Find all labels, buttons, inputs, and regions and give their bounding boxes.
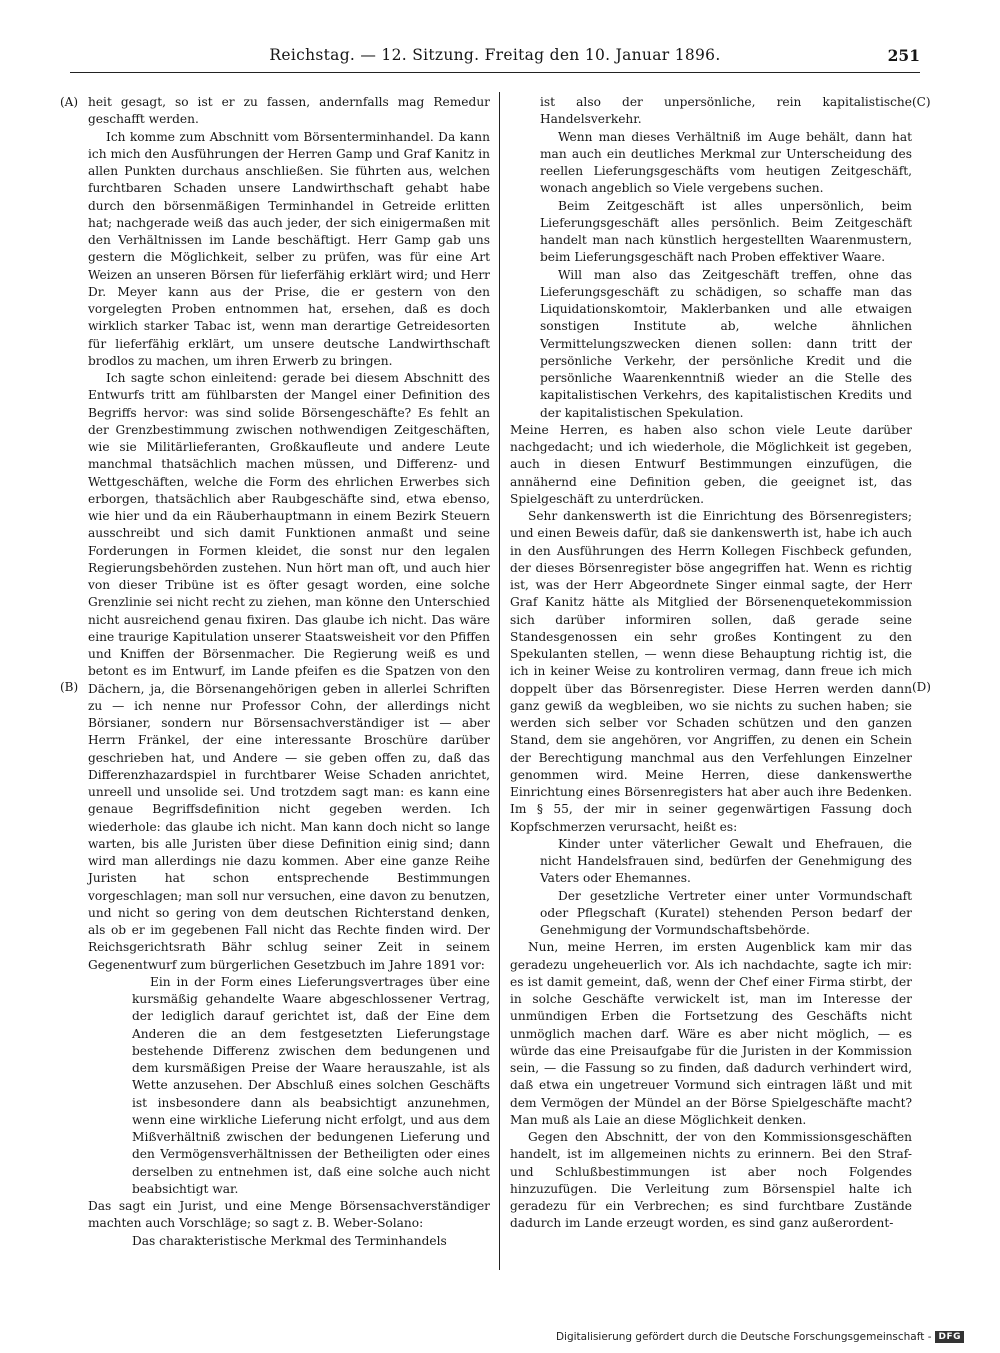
block-quote: Ein in der Form eines Lieferungsvertrages über eine kursmäßig gehandelte Waare abgeschlossener Vertrag, der lediglich darauf gerichtet ist, daß der Eine dem Anderen die an dem festgesetzten Lieferungstage bestehende Differenz zwischen dem bedungenen und dem kursmäßigen Preise der Waare herauszahle, ist als Wette anzusehen. Der Abschluß eines solchen Geschäfts ist insbesondere dann als beabsichtigt anzunehmen, wenn eine wirkliche Lieferung nicht erfolgt, und aus dem Mißverhältniß zwischen der bedungenen Lieferung und den Vermögensverhältnissen der Betheiligten oder eines derselben zu entnehmen ist, daß eine solche auch nicht beabsichtigt war. bbox=[132, 974, 490, 1196]
block-quote: Beim Zeitgeschäft ist alles unpersönlich, beim Lieferungsgeschäft alles persönlich. Beim Zeitgeschäft handelt man nach künstlich hergestellten Waarenmustern, beim Lieferungsgeschäft nach Proben effektiver Waare. bbox=[540, 198, 912, 265]
left-column bbox=[88, 94, 490, 1250]
block-quote: ist also der unpersönliche, rein kapitalistische Handelsverkehr. bbox=[540, 95, 912, 127]
paragraph: Gegen den Abschnitt, der von den Kommissionsgeschäften handelt, ist im allgemeinen nichts zu erinnern. Bei den Straf- und Schlußbestimmungen ist aber noch Folgendes hinzuzufügen. Die Verleitung zum Börsenspiel halte ich geradezu für ein Verbrechen; es sind furchtbare Zustände dadurch im Lande erzeugt worden, es sind ganz außerordent- bbox=[510, 1130, 912, 1231]
running-title: Reichstag. — 12. Sitzung. Freitag den 10. Januar 1896. bbox=[269, 46, 721, 64]
right-column bbox=[510, 94, 912, 1233]
paragraph: Ich komme zum Abschnitt vom Börsenterminhandel. Da kann ich mich den Ausführungen der Herren Gamp und Graf Kanitz in allen Punkten durchaus anschließen. Sie führten aus, welchen furchtbaren Schaden unsere Landwirthschaft gehabt habe durch den börsenmäßigen Terminhandel in Getreide erlitten hat; nachgerade weiß das auch jeder, der sich einigermaßen mit den Verhältnissen im Lande beschäftigt. Herr Gamp gab uns gestern die Möglichkeit, selber zu prüfen, was für eine Art Weizen an unseren Börsen für lieferfähig erklärt wird; und Herr Dr. Meyer kann aus der Prise, die er gestern von den vorgelegten Proben entnommen hat, ersehen, daß es doch wirklich starker Tabac ist, wenn man derartige Getreidesorten für lieferfähig erklärt, um unsere deutsche Landwirthschaft brodlos zu machen, um ihren Erwerb zu bringen. bbox=[88, 129, 490, 368]
paragraph: Meine Herren, es haben also schon viele Leute darüber nachgedacht; und ich wiederhole, die Möglichkeit ist gegeben, auch in diesen Entwurf Bestimmungen einzufügen, die annähernd eine Definition geben, die geeignet ist, das Spielgeschäft zu unterdrücken. bbox=[510, 422, 912, 506]
block-quote: Der gesetzliche Vertreter einer unter Vormundschaft oder Pflegschaft (Kuratel) stehenden Person bedarf der Genehmigung der Vormundschaftsbehörde. bbox=[540, 888, 912, 937]
paragraph: heit gesagt, so ist er zu fassen, andernfalls mag Remedur geschafft werden. bbox=[88, 95, 490, 127]
margin-mark-b: (B) bbox=[60, 680, 79, 694]
header-rule bbox=[70, 72, 920, 73]
paragraph: Das charakteristische Merkmal des Terminhandels bbox=[132, 1233, 447, 1248]
footer-text: Digitalisierung gefördert durch die Deutsche Forschungsgemeinschaft - bbox=[555, 1331, 932, 1343]
margin-mark-d: (D) bbox=[912, 680, 931, 694]
digitization-footer bbox=[556, 1331, 964, 1343]
block-quote: Will man also das Zeitgeschäft treffen, ohne das Lieferungsgeschäft zu schädigen, so schaffe man das Liquidationskomtoir, Maklerbanken und alle etwaigen sonstigen Institute ab, welche ähnlichen Vermittelungszwecken dienen sollen: dann tritt der persönliche Verkehr, der persönliche Kredit und die persönliche Waarenkenntniß wieder an die Stelle des kapitalistischen Verkehrs, des kapitalistischen Kredits und der kapitalistischen Spekulation. bbox=[540, 267, 912, 420]
margin-mark-a: (A) bbox=[60, 95, 79, 109]
margin-mark-c: (C) bbox=[912, 95, 931, 109]
page-header bbox=[70, 46, 920, 74]
dfg-logo: DFG bbox=[935, 1331, 964, 1343]
paragraph: Nun, meine Herren, im ersten Augenblick kam mir das geradezu ungeheuerlich vor. Als ich nachdachte, sagte ich mir: es ist damit gemeint, daß, wenn der Chef einer Firma stirbt, der in solche Geschäfte verwickelt ist, man im Interesse der unmündigen Erben die Fortsetzung des Geschäfts nicht unmöglich machen darf. Wäre es aber nicht möglich, — es würde das eine Preisaufgabe für die Juristen in der Kommission sein, — die Fassung so zu finden, daß dadurch verhindert wird, daß etwa ein ungetreuer Vormund sich eintragen läßt und mit dem Vermögen der Mündel an der Börse Spielgeschäfte macht? Man muß als Laie an diese Möglichkeit denken. bbox=[510, 940, 912, 1127]
column-divider bbox=[499, 92, 500, 1270]
block-quote: Wenn man dieses Verhältniß im Auge behält, dann hat man auch ein deutliches Merkmal zur Unterscheidung des reellen Lieferungsgeschäfts vom heutigen Zeitgeschäft, wonach angeblich so Viele vergebens suchen. bbox=[540, 129, 912, 196]
paragraph: Ich sagte schon einleitend: gerade bei diesem Abschnitt des Entwurfs tritt am fühlbarsten der Mangel einer Definition des Begriffs hervor: was sind solide Börsengeschäfte? Es fehlt an der Grenzbestimmung zwischen nothwendigen Zeitgeschäften, wie sie Militärlieferanten, Großkaufleute und andere Leute manchmal thatsächlich machen müssen, und Differenz- und Wettgeschäften, welche die Form des ehrlichen Erwerbes sich erborgen, thatsächlich aber Raubgeschäfte sind, etwa ebenso, wie hier und da ein Räuberhauptmann in einem Bezirk Steuern ausschreibt und sich damit Funktionen anmaßt und seine Forderungen in Formen kleidet, die sonst nur den legalen Regierungsbehörden zustehen. Nun hört man oft, und auch hier von dieser Tribüne ist es öfter gesagt worden, eine solche Grenzlinie sei nicht recht zu ziehen, man könne den Unterschied nicht ausreichend genau fixiren. Das glaube ich nicht. Das wäre eine traurige Kapitulation unserer Staatsweisheit vor den Pfiffen und Kniffen der Börsenmacher. Die Regierung weiß es und betont es im Entwurf, im Lande pfeifen es die Spatzen von den Dächern, ja, die Börsenangehörigen geben in allerlei Schriften zu — ich nenne nur Professor Cohn, der allerdings nicht Börsianer, sondern nur Börsensachverständiger ist — aber Herrn Fränkel, der eine interessante Broschüre darüber geschrieben hat, und Andere — sie geben offen zu, daß das Differenzhazardspiel in furchtbarer Weise Schaden anrichtet, unreell und unsolide sei. Und trotzdem sagt man: es kann eine genaue Begriffsdefinition nicht gegeben werden. Ich wiederhole: das glaube ich nicht. Man kann doch nicht so lange warten, bis alle Juristen über diese Definition einig sind; dann wird man allerdings nie dazu kommen. Aber eine ganze Reihe Juristen hat schon entsprechende Bestimmungen vorgeschlagen; man soll nur versuchen, eine davon zu benutzen, und nicht so gering von dem deutschen Richterstand denken, als ob er im gegebenen Fall nicht das Rechte finden wird. Der Reichsgerichtsrath Bähr schlug seiner Zeit in seinem Gegenentwurf zum bürgerlichen Gesetzbuch im Jahre 1891 vor: bbox=[88, 371, 490, 972]
paragraph: Das sagt ein Jurist, und eine Menge Börsensachverständiger machten auch Vorschläge; so sagt z. B. Weber-Solano: bbox=[88, 1199, 490, 1231]
paragraph: Sehr dankenswerth ist die Einrichtung des Börsenregisters; und einen Beweis dafür, daß sie dankenswerth ist, habe ich auch in den Ausführungen des Herrn Kollegen Fischbeck gefunden, der dieses Börsenregister böse angegriffen hat. Wenn es richtig ist, was der Herr Abgeordnete Singer einmal sagte, der Herr Graf Kanitz hätte als Mitglied der Börsenenquetekommission sich darüber informiren sollen, daß gerade seine Standesgenossen ein sehr großes Kontingent zu den Spekulanten stellen, — wenn diese Behauptung richtig ist, die ich in keiner Weise zu kontroliren vermag, dann freue ich mich doppelt über das Börsenregister. Diese Herren werden dann ganz gewiß da wegbleiben, wo sie nichts zu suchen haben; sie werden sich selber vor Schaden schützen und den ganzen Stand, dem sie angehören, vor Angriffen, zu denen ein Schein der Berechtigung manchmal aus den Verfehlungen Einzelner genommen wird. Meine Herren, diese dankenswerthe Einrichtung eines Börsenregisters hat aber auch ihre Bedenken. Im § 55, der mir in seiner gegenwärtigen Fassung doch Kopfschmerzen verursacht, heißt es: bbox=[510, 509, 912, 834]
page-number: 251 bbox=[887, 46, 920, 65]
block-quote: Kinder unter väterlicher Gewalt und Ehefrauen, die nicht Handelsfrauen sind, bedürfen der Genehmigung des Vaters oder Ehemannes. bbox=[540, 836, 912, 886]
